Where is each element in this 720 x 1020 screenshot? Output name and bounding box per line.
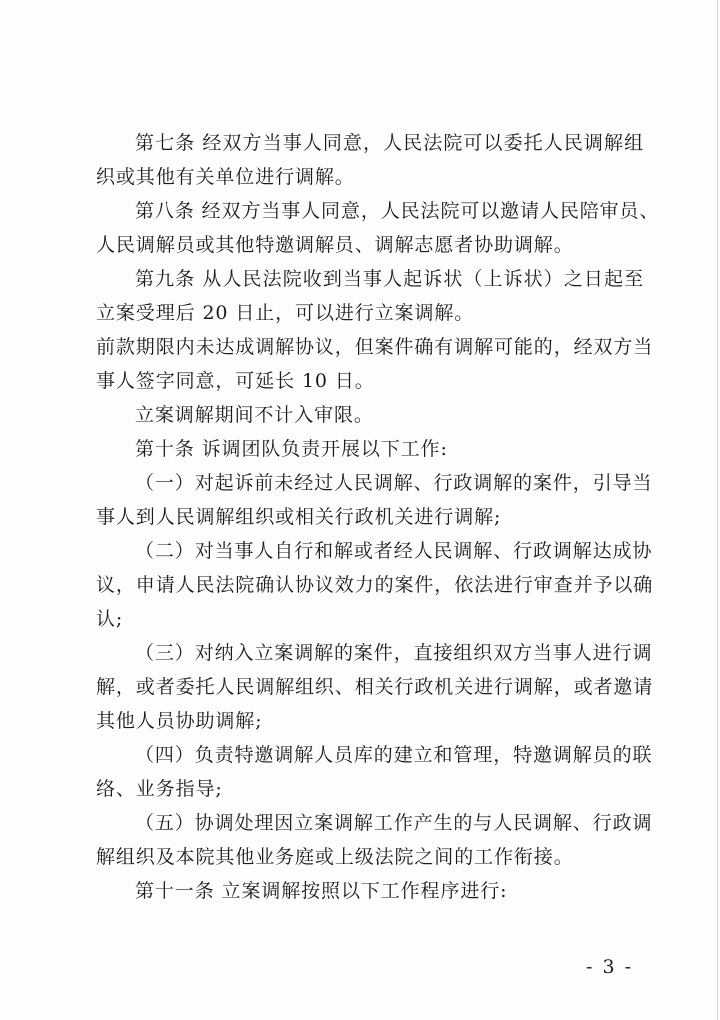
article-11-heading: 第十一条 立案调解按照以下工作程序进行: — [135, 880, 508, 902]
article-10-item-2-line-1: （二）对当事人自行和解或者经人民调解、行政调解达成协 — [135, 540, 653, 562]
article-9-line-5: 立案调解期间不计入审限。 — [135, 404, 374, 426]
article-10-item-5-line-2: 解组织及本院其他业务庭或上级法院之间的工作衔接。 — [96, 846, 574, 868]
article-10-item-2-line-2: 议，申请人民法院确认协议效力的案件，依法进行审查并予以确 — [96, 574, 654, 596]
article-10-item-5-line-1: （五）协调处理因立案调解工作产生的与人民调解、行政调 — [135, 812, 653, 834]
article-10-item-3-line-2: 解，或者委托人民调解组织、相关行政机关进行调解，或者邀请 — [96, 676, 654, 698]
page-number: - 3 - — [586, 956, 634, 978]
article-10-item-3-line-1: （三）对纳入立案调解的案件，直接组织双方当事人进行调 — [135, 642, 653, 664]
article-10-item-4-line-1: （四）负责特邀调解人员库的建立和管理，特邀调解员的联 — [135, 744, 653, 766]
article-9-line-2: 立案受理后 20 日止，可以进行立案调解。 — [96, 302, 475, 324]
article-10-item-2-line-3: 认; — [96, 608, 124, 630]
article-7-line-2: 织或其他有关单位进行调解。 — [96, 166, 355, 188]
document-body — [96, 126, 660, 908]
article-9-line-4: 事人签字同意，可延长 10 日。 — [96, 370, 375, 392]
page-edge-line — [717, 0, 718, 1020]
article-9-line-3: 前款期限内未达成调解协议，但案件确有调解可能的，经双方当 — [96, 336, 654, 358]
article-8-line-1: 第八条 经双方当事人同意，人民法院可以邀请人民陪审员、 — [135, 200, 660, 222]
article-7-line-1: 第七条 经双方当事人同意，人民法院可以委托人民调解组 — [135, 132, 644, 154]
article-10-heading: 第十条 诉调团队负责开展以下工作: — [135, 438, 448, 460]
article-8-line-2: 人民调解员或其他特邀调解员、调解志愿者协助调解。 — [96, 234, 574, 256]
article-10-item-3-line-3: 其他人员协助调解; — [96, 710, 263, 732]
article-9-line-1: 第九条 从人民法院收到当事人起诉状（上诉状）之日起至 — [135, 268, 644, 290]
article-10-item-4-line-2: 络、业务指导; — [96, 778, 223, 800]
article-10-item-1-line-2: 事人到人民调解组织或相关行政机关进行调解; — [96, 506, 502, 528]
article-10-item-1-line-1: （一）对起诉前未经过人民调解、行政调解的案件，引导当 — [135, 472, 653, 494]
